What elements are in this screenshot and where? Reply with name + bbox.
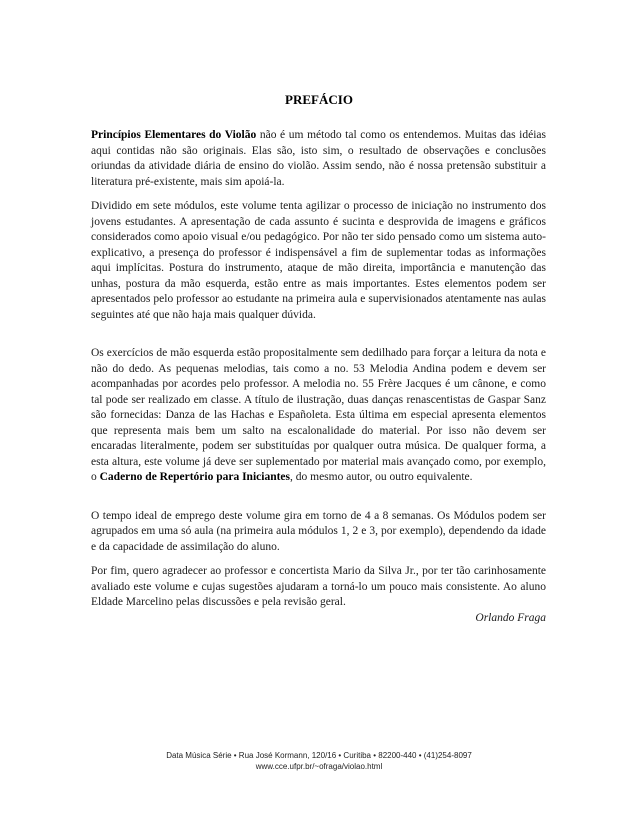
page-title: PREFÁCIO [285,92,353,107]
footer-address: Data Música Série • Rua José Kormann, 120/16 • Curitiba • 82200-440 • (41)254-8097 [166,751,472,760]
paragraph-exercises [91,346,546,486]
signature: Orlando Fraga [475,611,546,624]
page-footer [0,750,638,772]
paragraph-thanks: Por fim, quero agradecer ao professor e concertista Mario da Silva Jr., por ter tão carinhosamente avaliado este volume e cujas sugestões ajudaram a torná-lo um pouco mais consistente. Ao aluno Eldade Marcelino pelas discussões e pela revisão geral. [91,565,546,608]
paragraph-intro-text: não é um método tal como os entendemos. Muitas das idéias aqui contidas não são originais. Elas são, isto sim, o resultado de observações e conclusões oriundas da atividade diária de ensino do violão. Assim sendo, não é nossa pretensão substituir a literatura pré-existente, mais sim apoiá-la. [91,129,546,188]
paragraph-exercises-end: , do mesmo autor, ou outro equivalente. [290,471,473,483]
footer-url: www.cce.ufpr.br/~ofraga/violao.html [255,762,383,771]
preface-body [91,128,546,626]
book-title: Princípios Elementares do Violão [91,129,257,141]
paragraph-intro [91,128,546,190]
paragraph-modules: Dividido em sete módulos, este volume tenta agilizar o processo de iniciação no instrumento dos jovens estudantes. A apresentação de cada assunto é sucinta e desprovida de imagens e gráficos considerados como apoio visual e/ou pedagógico. Por não ter sido pensado como um sistema auto-explicativo, a presença do professor é indispensável a fim de suplementar todas as informações aqui implícitas. Postura do instrumento, ataque de mão direita, importância e manutenção das unhas, postura da mão esquerda, estão entre as mais importantes. Estes elementos podem ser apresentados pelo professor ao estudante na primeira aula e supervisionados atentamente nas aulas seguintes até que não haja mais qualquer dúvida. [91,200,546,321]
repertoire-title: Caderno de Repertório para Iniciantes [99,471,290,483]
paragraph-exercises-text: Os exercícios de mão esquerda estão propositalmente sem dedilhado para forçar a leitura da nota e não do dedo. As pequenas melodias, tais como a no. 53 Melodia Andina podem e devem ser acompanhadas por acordes pelo professor. A melodia no. 55 Frère Jacques é um cânone, e como tal pode ser realizado em classe. A título de ilustração, duas danças renascentistas de Gaspar Sanz são fornecidas: Danza de las Hachas e Españoleta. Esta última em especial apresenta elementos que representa mais bem um salto na escalonalidade do material. Por isso não devem ser encaradas literalmente, podem ser substituídas por qualquer outra música. De qualquer forma, a esta altura, este volume já deve ser suplementado por material mais avançado como, por exemplo, o [91,347,546,483]
paragraph-duration: O tempo ideal de emprego deste volume gira em torno de 4 a 8 semanas. Os Módulos podem ser agrupados em uma só aula (na primeira aula módulos 1, 2 e 3, por exemplo), dependendo da idade e da capacidade de assimilação do aluno. [91,509,546,553]
